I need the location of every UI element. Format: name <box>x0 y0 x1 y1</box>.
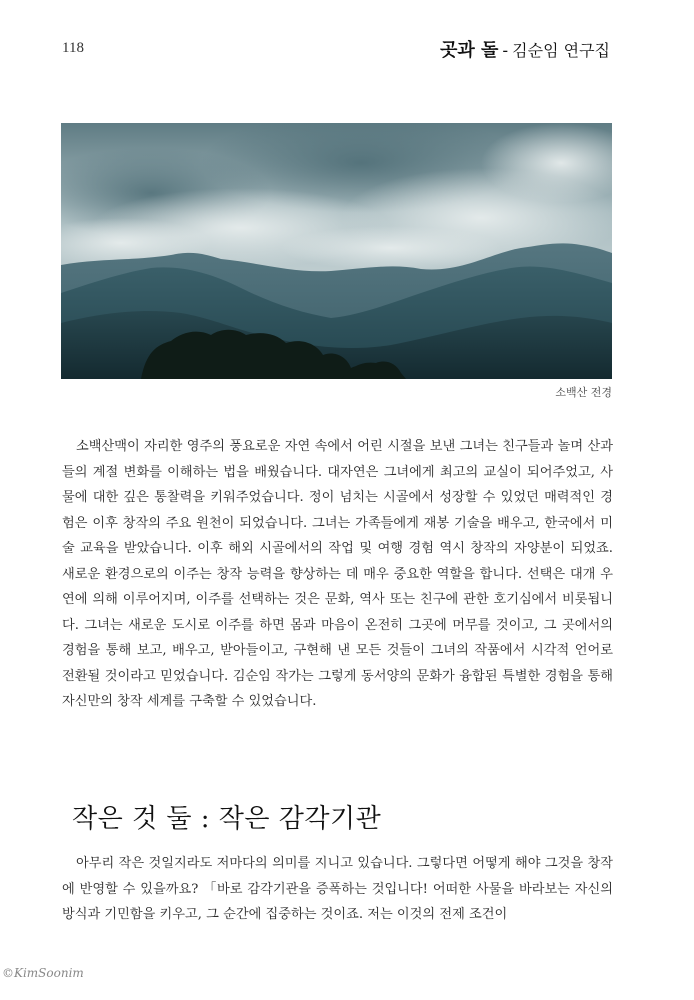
landscape-photo <box>61 123 612 379</box>
section-heading: 작은 것 둘 : 작은 감각기관 <box>72 804 382 834</box>
figure-caption: 소백산 전경 <box>555 386 612 399</box>
body-paragraph-2: 아무리 작은 것일지라도 저마다의 의미를 지니고 있습니다. 그렇다면 어떻게 해야 그것을 창작에 반영할 수 있을까요? 「바로 감각기관을 증폭하는 것입니다! 어떠한 사물을 바라보는 자신의 방식과 기민함을 키우고, 그 순간에 집중하는 것이죠. 저는 이것의 전제 조건이 <box>62 856 613 922</box>
series-title: 김순임 연구집 <box>512 41 610 60</box>
running-header <box>440 36 610 62</box>
watermark: ©KimSoonim <box>2 966 84 980</box>
page-number: 118 <box>62 40 84 56</box>
header-separator: - <box>502 41 509 60</box>
body-paragraph-1: 소백산맥이 자리한 영주의 풍요로운 자연 속에서 어린 시절을 보낸 그녀는 친구들과 놀며 산과 들의 계절 변화를 이해하는 법을 배웠습니다. 대자연은 그녀에게 최고의 교실이 되어주었고, 사물에 대한 깊은 통찰력을 키워주었습니다. 정이 넘치는 시골에서 성장할 수 있었던 매력적인 경험은 이후 창작의 주요 원천이 되었습니다. 그녀는 가족들에게 재봉 기술을 배우고, 한국에서 미술 교육을 받았습니다. 이후 해외 시골에서의 작업 및 여행 경험 역시 창작의 자양분이 되었죠. 새로운 환경으로의 이주는 창작 능력을 향상하는 데 매우 중요한 역할을 합니다. 선택은 대개 우연에 의해 이루어지며, 이주를 선택하는 것은 문화, 역사 또는 친구에 관한 호기심에서 비롯됩니다. 그녀는 새로운 도시로 이주를 하면 몸과 마음이 온전히 그곳에 머무를 것이고, 그 곳에서의 경험을 통해 보고, 배우고, 받아들이고, 구현해 낸 모든 것들이 그녀의 작품에서 시각적 언어로 전환될 것이라고 믿었습니다. 김순임 작가는 그렇게 동서양의 문화가 융합된 특별한 경험을 통해 자신만의 창작 세계를 구축할 수 있었습니다. <box>62 439 613 709</box>
book-title: 곳과 돌 <box>439 40 499 61</box>
